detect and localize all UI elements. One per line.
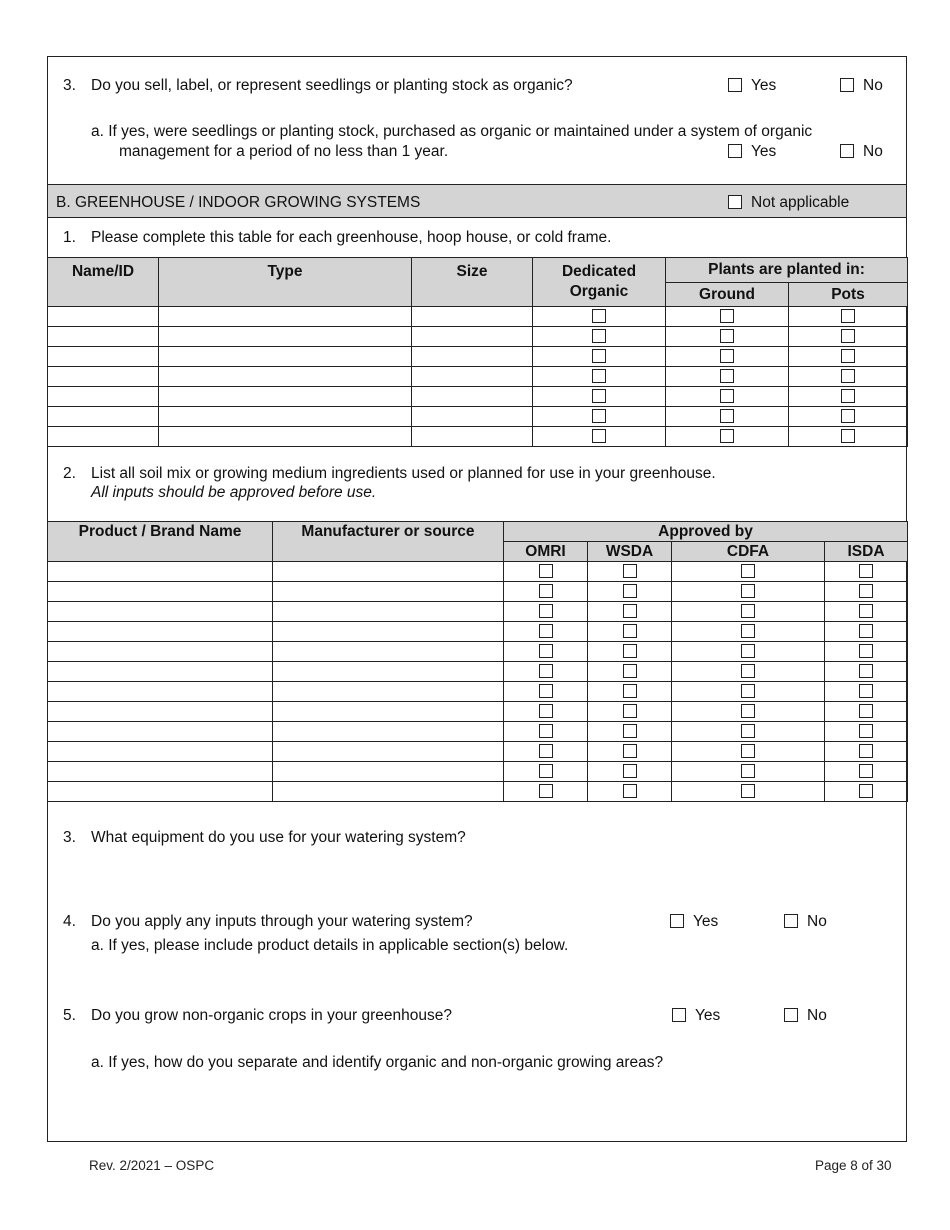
ground-checkbox[interactable] — [720, 369, 734, 383]
wsda-cell — [588, 602, 672, 622]
col-header-name: Name/ID — [48, 258, 159, 307]
col-header-product: Product / Brand Name — [48, 522, 273, 562]
pots-checkbox[interactable] — [841, 429, 855, 443]
cdfa-checkbox[interactable] — [741, 744, 755, 758]
pots-cell — [789, 427, 908, 447]
product-cell[interactable] — [48, 742, 273, 762]
wsda-checkbox[interactable] — [623, 564, 637, 578]
dedicated-organic-checkbox[interactable] — [592, 389, 606, 403]
size-cell[interactable] — [412, 407, 533, 427]
col-header-omri: OMRI — [504, 542, 588, 562]
omri-cell — [504, 722, 588, 742]
product-cell[interactable] — [48, 682, 273, 702]
manufacturer-cell[interactable] — [273, 642, 504, 662]
manufacturer-cell[interactable] — [273, 622, 504, 642]
greenhouse-table-row — [48, 367, 908, 387]
isda-cell — [825, 662, 908, 682]
q3-yes-option[interactable] — [728, 77, 776, 95]
manufacturer-cell[interactable] — [273, 782, 504, 802]
col-header-dedicated: Dedicated — [561, 263, 637, 280]
wsda-checkbox[interactable] — [623, 644, 637, 658]
type-cell[interactable] — [159, 347, 412, 367]
pots-checkbox[interactable] — [841, 309, 855, 323]
type-cell[interactable] — [159, 407, 412, 427]
greenhouse-table-row — [48, 387, 908, 407]
cdfa-cell — [672, 742, 825, 762]
q3-text: Do you sell, label, or represent seedlings or planting stock as organic? — [91, 77, 573, 94]
product-cell[interactable] — [48, 602, 273, 622]
col-header-dedicated-organic — [533, 258, 666, 307]
isda-checkbox[interactable] — [859, 624, 873, 638]
footer-revision: Rev. 2/2021 – OSPC — [89, 1158, 215, 1173]
product-cell[interactable] — [48, 562, 273, 582]
isda-checkbox[interactable] — [859, 584, 873, 598]
pots-cell — [789, 387, 908, 407]
wsda-checkbox[interactable] — [623, 784, 637, 798]
cdfa-cell — [672, 682, 825, 702]
ground-cell — [666, 387, 789, 407]
b-q3-number: 3. — [63, 829, 76, 846]
ground-cell — [666, 327, 789, 347]
col-header-isda: ISDA — [825, 542, 908, 562]
cdfa-cell — [672, 562, 825, 582]
dedicated-organic-checkbox[interactable] — [592, 309, 606, 323]
manufacturer-cell[interactable] — [273, 722, 504, 742]
omri-checkbox[interactable] — [539, 644, 553, 658]
not-applicable-label: Not applicable — [751, 194, 850, 211]
omri-checkbox[interactable] — [539, 784, 553, 798]
q3a-yes-label: Yes — [751, 143, 777, 160]
greenhouse-table-row — [48, 327, 908, 347]
omri-cell — [504, 782, 588, 802]
col-header-planted-in: Plants are planted in: — [666, 258, 908, 283]
size-cell[interactable] — [412, 307, 533, 327]
q3a-no-label: No — [863, 143, 883, 160]
omri-cell — [504, 642, 588, 662]
soil-mix-table-row — [48, 762, 908, 782]
type-cell[interactable] — [159, 427, 412, 447]
wsda-cell — [588, 742, 672, 762]
cdfa-checkbox[interactable] — [741, 764, 755, 778]
wsda-checkbox[interactable] — [623, 764, 637, 778]
wsda-checkbox[interactable] — [623, 724, 637, 738]
cdfa-checkbox[interactable] — [741, 584, 755, 598]
size-cell[interactable] — [412, 347, 533, 367]
section-b-header — [48, 184, 906, 218]
col-header-organic: Organic — [569, 283, 629, 300]
omri-checkbox[interactable] — [539, 704, 553, 718]
soil-mix-table-row — [48, 562, 908, 582]
cdfa-cell — [672, 702, 825, 722]
manufacturer-cell[interactable] — [273, 562, 504, 582]
product-cell[interactable] — [48, 762, 273, 782]
b-q5-number: 5. — [63, 1007, 76, 1024]
wsda-cell — [588, 622, 672, 642]
cdfa-cell — [672, 782, 825, 802]
b-q2-text: List all soil mix or growing medium ingredients used or planned for use in your greenhouse. — [91, 465, 716, 482]
b-q2-note: All inputs should be approved before use. — [91, 484, 377, 501]
greenhouse-table — [47, 257, 908, 447]
isda-cell — [825, 702, 908, 722]
pots-checkbox[interactable] — [841, 389, 855, 403]
b-q5-no-label: No — [807, 1007, 827, 1024]
b-q5-yes-checkbox[interactable] — [672, 1008, 686, 1022]
type-cell[interactable] — [159, 387, 412, 407]
soil-mix-table-row — [48, 582, 908, 602]
b-q4-no-label: No — [807, 913, 827, 930]
soil-mix-table-row — [48, 782, 908, 802]
soil-mix-table-row — [48, 642, 908, 662]
b-q4-no-checkbox[interactable] — [784, 914, 798, 928]
size-cell[interactable] — [412, 387, 533, 407]
ground-cell — [666, 427, 789, 447]
cdfa-checkbox[interactable] — [741, 624, 755, 638]
wsda-cell — [588, 662, 672, 682]
soil-mix-table-row — [48, 602, 908, 622]
dedicated-organic-checkbox[interactable] — [592, 409, 606, 423]
isda-checkbox[interactable] — [859, 724, 873, 738]
b-q1-text: Please complete this table for each greenhouse, hoop house, or cold frame. — [91, 229, 612, 246]
ground-checkbox[interactable] — [720, 429, 734, 443]
isda-checkbox[interactable] — [859, 744, 873, 758]
q3a-text-line1: a. If yes, were seedlings or planting stock, purchased as organic or maintained under a system of organic — [91, 123, 813, 140]
cdfa-cell — [672, 602, 825, 622]
form-frame — [47, 56, 907, 1142]
q3-no-label: No — [863, 77, 883, 94]
cdfa-cell — [672, 582, 825, 602]
name-cell[interactable] — [48, 307, 159, 327]
not-applicable-checkbox[interactable] — [728, 195, 742, 209]
b-q5a-text: a. If yes, how do you separate and identify organic and non-organic growing areas? — [91, 1054, 664, 1071]
cdfa-checkbox[interactable] — [741, 564, 755, 578]
product-cell[interactable] — [48, 722, 273, 742]
name-cell[interactable] — [48, 407, 159, 427]
wsda-cell — [588, 782, 672, 802]
q3-number: 3. — [63, 77, 76, 94]
manufacturer-cell[interactable] — [273, 702, 504, 722]
pots-checkbox[interactable] — [841, 409, 855, 423]
col-header-manufacturer: Manufacturer or source — [273, 522, 504, 562]
cdfa-checkbox[interactable] — [741, 604, 755, 618]
isda-cell — [825, 602, 908, 622]
name-cell[interactable] — [48, 347, 159, 367]
omri-checkbox[interactable] — [539, 584, 553, 598]
type-cell[interactable] — [159, 327, 412, 347]
wsda-checkbox[interactable] — [623, 684, 637, 698]
dedicated-organic-cell — [533, 327, 666, 347]
omri-cell — [504, 742, 588, 762]
cdfa-cell — [672, 662, 825, 682]
pots-cell — [789, 347, 908, 367]
size-cell[interactable] — [412, 367, 533, 387]
b-q5-no-option[interactable] — [784, 1007, 827, 1025]
q3-no-option[interactable] — [840, 77, 883, 95]
q3a-yes-checkbox[interactable] — [728, 144, 742, 158]
cdfa-cell — [672, 642, 825, 662]
ground-cell — [666, 307, 789, 327]
soil-mix-table-row — [48, 742, 908, 762]
cdfa-checkbox[interactable] — [741, 784, 755, 798]
size-cell[interactable] — [412, 427, 533, 447]
greenhouse-table-row — [48, 307, 908, 327]
omri-cell — [504, 622, 588, 642]
wsda-checkbox[interactable] — [623, 624, 637, 638]
b-q4-no-option[interactable] — [784, 913, 827, 931]
cdfa-checkbox[interactable] — [741, 704, 755, 718]
product-cell[interactable] — [48, 582, 273, 602]
pots-checkbox[interactable] — [841, 349, 855, 363]
type-cell[interactable] — [159, 367, 412, 387]
wsda-cell — [588, 582, 672, 602]
q3a-no-option[interactable] — [840, 143, 883, 161]
ground-cell — [666, 407, 789, 427]
col-header-size: Size — [412, 258, 533, 307]
product-cell[interactable] — [48, 622, 273, 642]
b-q5-no-checkbox[interactable] — [784, 1008, 798, 1022]
b-q4-yes-checkbox[interactable] — [670, 914, 684, 928]
product-cell[interactable] — [48, 702, 273, 722]
name-cell[interactable] — [48, 367, 159, 387]
isda-cell — [825, 762, 908, 782]
ground-cell — [666, 367, 789, 387]
col-header-approved-by: Approved by — [504, 522, 908, 542]
dedicated-organic-cell — [533, 407, 666, 427]
omri-checkbox[interactable] — [539, 764, 553, 778]
q3a-no-checkbox[interactable] — [840, 144, 854, 158]
pots-checkbox[interactable] — [841, 329, 855, 343]
ground-checkbox[interactable] — [720, 329, 734, 343]
ground-checkbox[interactable] — [720, 309, 734, 323]
pots-cell — [789, 367, 908, 387]
isda-cell — [825, 742, 908, 762]
b-q4-text: Do you apply any inputs through your watering system? — [91, 913, 473, 930]
cdfa-checkbox[interactable] — [741, 664, 755, 678]
omri-checkbox[interactable] — [539, 604, 553, 618]
b-q1-number: 1. — [63, 229, 76, 246]
wsda-cell — [588, 722, 672, 742]
manufacturer-cell[interactable] — [273, 762, 504, 782]
cdfa-checkbox[interactable] — [741, 684, 755, 698]
dedicated-organic-cell — [533, 367, 666, 387]
pots-cell — [789, 327, 908, 347]
b-q2-number: 2. — [63, 465, 76, 482]
manufacturer-cell[interactable] — [273, 602, 504, 622]
isda-cell — [825, 562, 908, 582]
footer-page-number: Page 8 of 30 — [815, 1158, 892, 1173]
dedicated-organic-checkbox[interactable] — [592, 329, 606, 343]
cdfa-cell — [672, 762, 825, 782]
isda-cell — [825, 682, 908, 702]
omri-checkbox[interactable] — [539, 744, 553, 758]
section-b-title: B. GREENHOUSE / INDOOR GROWING SYSTEMS — [56, 194, 421, 211]
isda-checkbox[interactable] — [859, 784, 873, 798]
wsda-cell — [588, 562, 672, 582]
isda-cell — [825, 622, 908, 642]
omri-checkbox[interactable] — [539, 724, 553, 738]
ground-checkbox[interactable] — [720, 389, 734, 403]
isda-checkbox[interactable] — [859, 664, 873, 678]
cdfa-checkbox[interactable] — [741, 644, 755, 658]
ground-checkbox[interactable] — [720, 349, 734, 363]
q3-yes-checkbox[interactable] — [728, 78, 742, 92]
omri-cell — [504, 602, 588, 622]
manufacturer-cell[interactable] — [273, 742, 504, 762]
omri-checkbox[interactable] — [539, 684, 553, 698]
manufacturer-cell[interactable] — [273, 682, 504, 702]
dedicated-organic-cell — [533, 427, 666, 447]
col-header-wsda: WSDA — [588, 542, 672, 562]
wsda-cell — [588, 702, 672, 722]
not-applicable-option[interactable] — [728, 194, 849, 212]
omri-cell — [504, 702, 588, 722]
omri-cell — [504, 762, 588, 782]
pots-cell — [789, 407, 908, 427]
cdfa-checkbox[interactable] — [741, 724, 755, 738]
soil-mix-table-row — [48, 622, 908, 642]
name-cell[interactable] — [48, 427, 159, 447]
cdfa-cell — [672, 622, 825, 642]
type-cell[interactable] — [159, 307, 412, 327]
soil-mix-table-row — [48, 722, 908, 742]
omri-checkbox[interactable] — [539, 664, 553, 678]
q3a-text-line2: management for a period of no less than 1 year. — [119, 143, 449, 160]
pots-checkbox[interactable] — [841, 369, 855, 383]
b-q4a-text: a. If yes, please include product details in applicable section(s) below. — [91, 937, 569, 954]
wsda-checkbox[interactable] — [623, 704, 637, 718]
wsda-checkbox[interactable] — [623, 744, 637, 758]
pots-cell — [789, 307, 908, 327]
manufacturer-cell[interactable] — [273, 582, 504, 602]
product-cell[interactable] — [48, 782, 273, 802]
q3-yes-label: Yes — [751, 77, 777, 94]
soil-mix-table-row — [48, 682, 908, 702]
name-cell[interactable] — [48, 387, 159, 407]
q3-no-checkbox[interactable] — [840, 78, 854, 92]
b-q5-text: Do you grow non-organic crops in your greenhouse? — [91, 1007, 453, 1024]
isda-cell — [825, 722, 908, 742]
manufacturer-cell[interactable] — [273, 662, 504, 682]
ground-cell — [666, 347, 789, 367]
ground-checkbox[interactable] — [720, 409, 734, 423]
isda-cell — [825, 782, 908, 802]
name-cell[interactable] — [48, 327, 159, 347]
b-q3-text: What equipment do you use for your watering system? — [91, 829, 466, 846]
cdfa-cell — [672, 722, 825, 742]
product-cell[interactable] — [48, 642, 273, 662]
col-header-cdfa: CDFA — [672, 542, 825, 562]
product-cell[interactable] — [48, 662, 273, 682]
isda-checkbox[interactable] — [859, 604, 873, 618]
q3a-yes-option[interactable] — [728, 143, 776, 161]
wsda-cell — [588, 682, 672, 702]
b-q5-yes-option[interactable] — [672, 1007, 720, 1025]
isda-cell — [825, 582, 908, 602]
wsda-cell — [588, 642, 672, 662]
greenhouse-table-row — [48, 427, 908, 447]
soil-mix-table-row — [48, 662, 908, 682]
dedicated-organic-checkbox[interactable] — [592, 429, 606, 443]
omri-checkbox[interactable] — [539, 564, 553, 578]
omri-cell — [504, 582, 588, 602]
soil-mix-table-row — [48, 702, 908, 722]
wsda-cell — [588, 762, 672, 782]
b-q4-yes-label: Yes — [693, 913, 719, 930]
b-q4-yes-option[interactable] — [670, 913, 718, 931]
isda-checkbox[interactable] — [859, 704, 873, 718]
isda-checkbox[interactable] — [859, 564, 873, 578]
b-q4-number: 4. — [63, 913, 76, 930]
greenhouse-table-row — [48, 407, 908, 427]
col-header-ground: Ground — [666, 283, 789, 307]
isda-checkbox[interactable] — [859, 644, 873, 658]
isda-checkbox[interactable] — [859, 764, 873, 778]
dedicated-organic-checkbox[interactable] — [592, 349, 606, 363]
isda-checkbox[interactable] — [859, 684, 873, 698]
dedicated-organic-checkbox[interactable] — [592, 369, 606, 383]
omri-checkbox[interactable] — [539, 624, 553, 638]
omri-cell — [504, 662, 588, 682]
b-q5-yes-label: Yes — [695, 1007, 721, 1024]
col-header-pots: Pots — [789, 283, 908, 307]
omri-cell — [504, 562, 588, 582]
greenhouse-table-row — [48, 347, 908, 367]
isda-cell — [825, 642, 908, 662]
wsda-checkbox[interactable] — [623, 584, 637, 598]
col-header-type: Type — [159, 258, 412, 307]
omri-cell — [504, 682, 588, 702]
dedicated-organic-cell — [533, 307, 666, 327]
dedicated-organic-cell — [533, 347, 666, 367]
dedicated-organic-cell — [533, 387, 666, 407]
wsda-checkbox[interactable] — [623, 604, 637, 618]
size-cell[interactable] — [412, 327, 533, 347]
wsda-checkbox[interactable] — [623, 664, 637, 678]
soil-mix-table — [47, 521, 908, 802]
